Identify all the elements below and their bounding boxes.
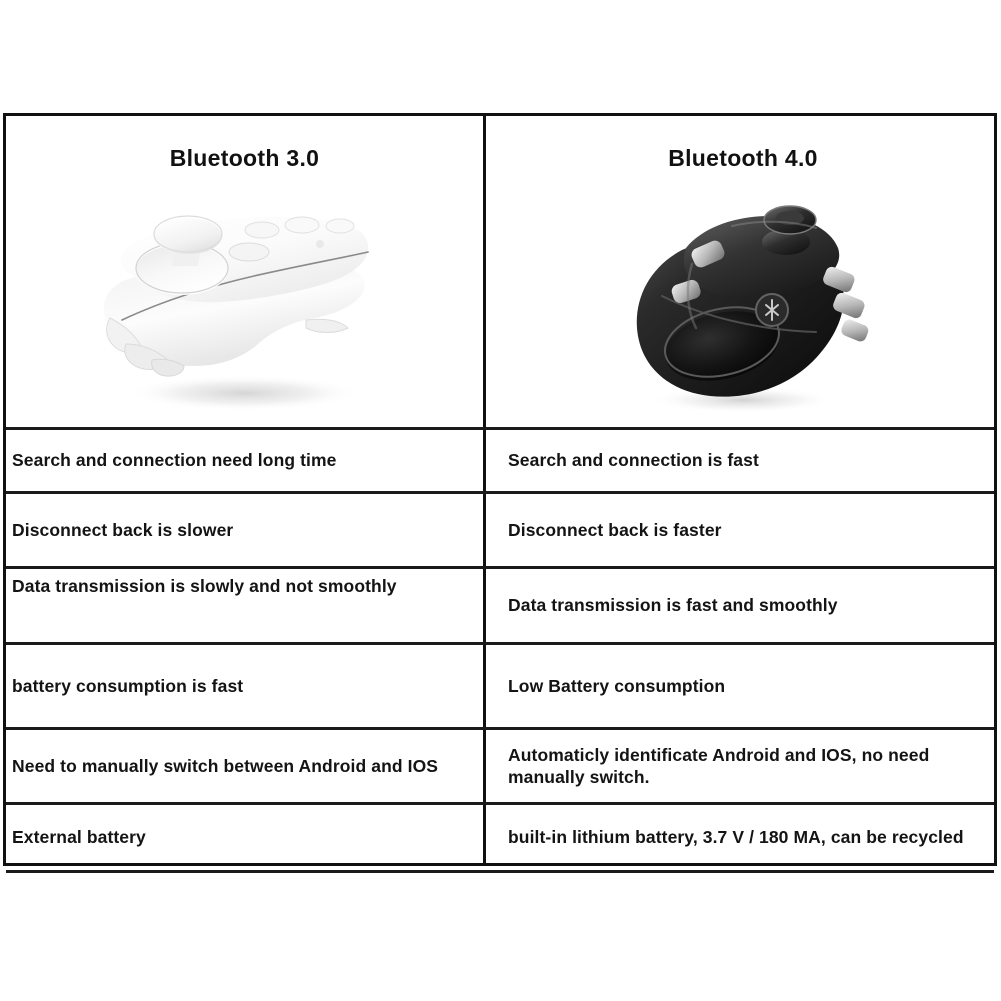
black-ring-controller-photo [486, 178, 1000, 428]
table-cell-bt30-row3: Data transmission is slowly and not smoothly [12, 576, 397, 596]
table-grid [6, 116, 994, 863]
table-cell-bt40-row3: Data transmission is fast and smoothly [508, 595, 838, 616]
face-button-1 [245, 222, 279, 238]
gamepad-shadow [126, 375, 362, 411]
table-cell-bt40-row6: built-in lithium battery, 3.7 V / 180 MA, can be recycled [508, 827, 964, 848]
table-cell-bt30-row7 [6, 873, 483, 933]
product-title-bt40: Bluetooth 4.0 [668, 145, 818, 171]
product-title-bt30: Bluetooth 3.0 [169, 145, 320, 171]
table-cell-bt30-row1: Search and connection need long time [12, 450, 337, 471]
face-button-2 [285, 217, 319, 233]
face-button-3 [326, 219, 354, 233]
column-header-bt30 [6, 116, 483, 430]
status-led [316, 240, 324, 248]
white-gamepad-photo [6, 178, 483, 428]
table-cell-bt40-row4: Low Battery consumption [508, 675, 726, 696]
table-cell-bt30-row2: Disconnect back is slower [12, 519, 234, 540]
center-button [229, 243, 269, 261]
table-cell-bt30-row4: battery consumption is fast [12, 675, 244, 696]
black-ring-illustration [486, 178, 1000, 428]
table-cell-bt40-row7 [486, 873, 1000, 933]
joystick-cap [154, 218, 222, 254]
table-cell-bt40-row2: Disconnect back is faster [508, 519, 722, 540]
side-button-right-3 [840, 318, 870, 344]
table-cell-bt40-row1: Search and connection is fast [508, 450, 759, 471]
table-cell-bt40-row5: Automaticly identificate Android and IOS, no need manually switch. [508, 744, 930, 787]
column-header-bt40 [486, 116, 1000, 430]
white-gamepad-illustration [6, 178, 483, 428]
table-cell-bt30-row6: External battery [12, 827, 146, 848]
comparison-table [3, 113, 997, 866]
table-cell-bt30-row5: Need to manually switch between Android and IOS [12, 755, 439, 776]
gamepad-tail-lip [306, 319, 348, 332]
